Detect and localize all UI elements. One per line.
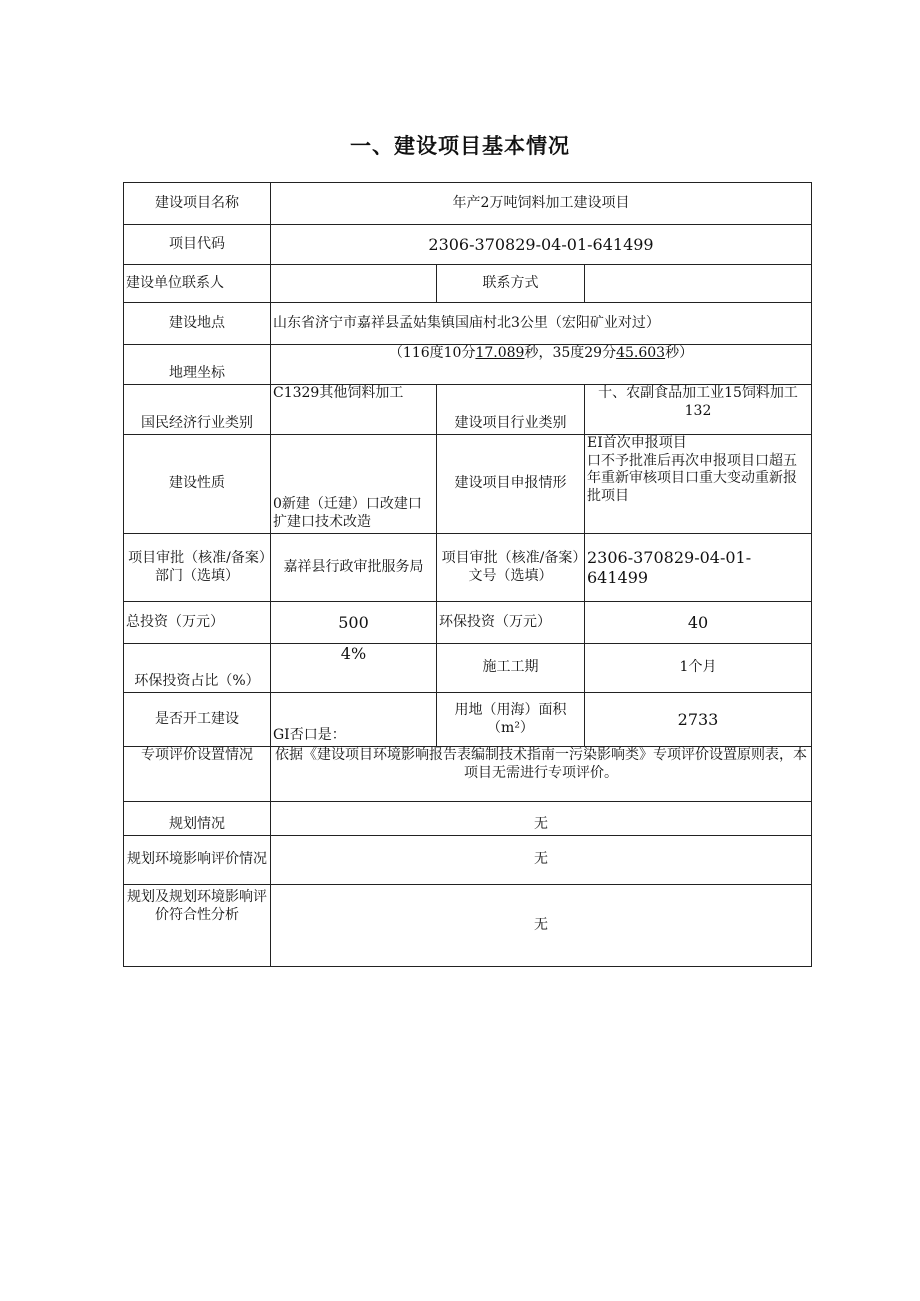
label-started: 是否开工建设: [124, 693, 271, 747]
value-env-investment: 40: [585, 602, 812, 644]
coord-suffix: 秒）: [665, 345, 694, 361]
value-land-area: 2733: [585, 693, 812, 747]
row-special-eval: [124, 747, 812, 802]
value-approval-no: 2306-370829-04-01-641499: [585, 534, 812, 602]
row-coordinates: [124, 345, 812, 385]
value-started: GI否口是：: [271, 693, 437, 747]
coord-latitude-seconds: 45.603: [616, 345, 666, 361]
value-special-eval: 依据《建设项目环境影响报告表编制技术指南一污染影响类》专项评价设置原则表，本项目无需进行专项评价。: [271, 747, 812, 802]
label-nature: 建设性质: [124, 435, 271, 534]
coord-middle: 秒，35度29分: [524, 345, 617, 361]
project-category-line2: 132: [684, 402, 712, 419]
row-project-name: [124, 183, 812, 225]
page-title: 一、建设项目基本情况: [350, 134, 570, 158]
label-project-category: 建设项目行业类别: [437, 385, 585, 435]
label-approval-dept: 项目审批（核准/备案）部门（选填）: [124, 534, 271, 602]
label-approval-no: 项目审批（核准/备案）文号（选填）: [437, 534, 585, 602]
row-location: [124, 303, 812, 345]
label-project-code: 项目代码: [124, 225, 271, 265]
value-project-category: [585, 385, 812, 435]
declaration-first-time: EI首次申报项目: [587, 435, 687, 451]
value-declaration: [585, 435, 812, 534]
row-investment: [124, 602, 812, 644]
value-planning-eia: 无: [271, 836, 812, 885]
label-land-area: 用地（用海）面积（m²）: [437, 693, 585, 747]
label-env-ratio: 环保投资占比（%）: [124, 644, 271, 693]
label-econ-category: 国民经济行业类别: [124, 385, 271, 435]
row-planning-conformity: [124, 885, 812, 967]
coord-prefix: （116度10分: [388, 345, 476, 361]
row-project-code: [124, 225, 812, 265]
value-approval-dept: 嘉祥县行政审批服务局: [271, 534, 437, 602]
label-location: 建设地点: [124, 303, 271, 345]
label-planning: 规划情况: [124, 802, 271, 836]
label-planning-eia: 规划环境影响评价情况: [124, 836, 271, 885]
label-planning-conformity: 规划及规划环境影响评价符合性分析: [124, 885, 271, 967]
label-contact-person: 建设单位联系人: [124, 265, 271, 303]
declaration-other-options: 口不予批准后再次申报项目口超五年重新审核项目口重大变动重新报批项目: [587, 452, 797, 504]
row-category: [124, 385, 812, 435]
value-planning: 无: [271, 802, 812, 836]
label-total-investment: 总投资（万元）: [124, 602, 271, 644]
row-planning-eia: [124, 836, 812, 885]
row-started: [124, 693, 812, 747]
row-env-ratio: [124, 644, 812, 693]
label-env-investment: 环保投资（万元）: [437, 602, 585, 644]
value-construction-period: 1个月: [585, 644, 812, 693]
label-project-name: 建设项目名称: [124, 183, 271, 225]
project-info-table: [123, 182, 812, 967]
row-approval: [124, 534, 812, 602]
coord-longitude-seconds: 17.089: [475, 345, 525, 361]
value-contact-person: [271, 265, 437, 303]
row-contact: [124, 265, 812, 303]
label-contact-method: 联系方式: [437, 265, 585, 303]
value-project-code: 2306-370829-04-01-641499: [271, 225, 812, 265]
row-planning: [124, 802, 812, 836]
label-coordinates: 地理坐标: [124, 345, 271, 385]
row-nature: [124, 435, 812, 534]
value-nature: 0新建（迁建）口改建口扩建口技术改造: [271, 435, 437, 534]
label-declaration: 建设项目申报情形: [437, 435, 585, 534]
value-env-ratio: 4%: [271, 644, 437, 693]
label-special-eval: 专项评价设置情况: [124, 747, 271, 802]
value-location: 山东省济宁市嘉祥县孟姑集镇国庙村北3公里（宏阳矿业对过）: [271, 303, 812, 345]
value-project-name: 年产2万吨饲料加工建设项目: [271, 183, 812, 225]
value-total-investment: 500: [271, 602, 437, 644]
value-contact-method: [585, 265, 812, 303]
value-econ-category: C1329其他饲料加工: [271, 385, 437, 435]
label-construction-period: 施工工期: [437, 644, 585, 693]
value-coordinates: [271, 345, 812, 385]
project-category-line1: 十、农副食品加工业15饲料加工: [598, 385, 798, 401]
value-planning-conformity: 无: [271, 885, 812, 967]
